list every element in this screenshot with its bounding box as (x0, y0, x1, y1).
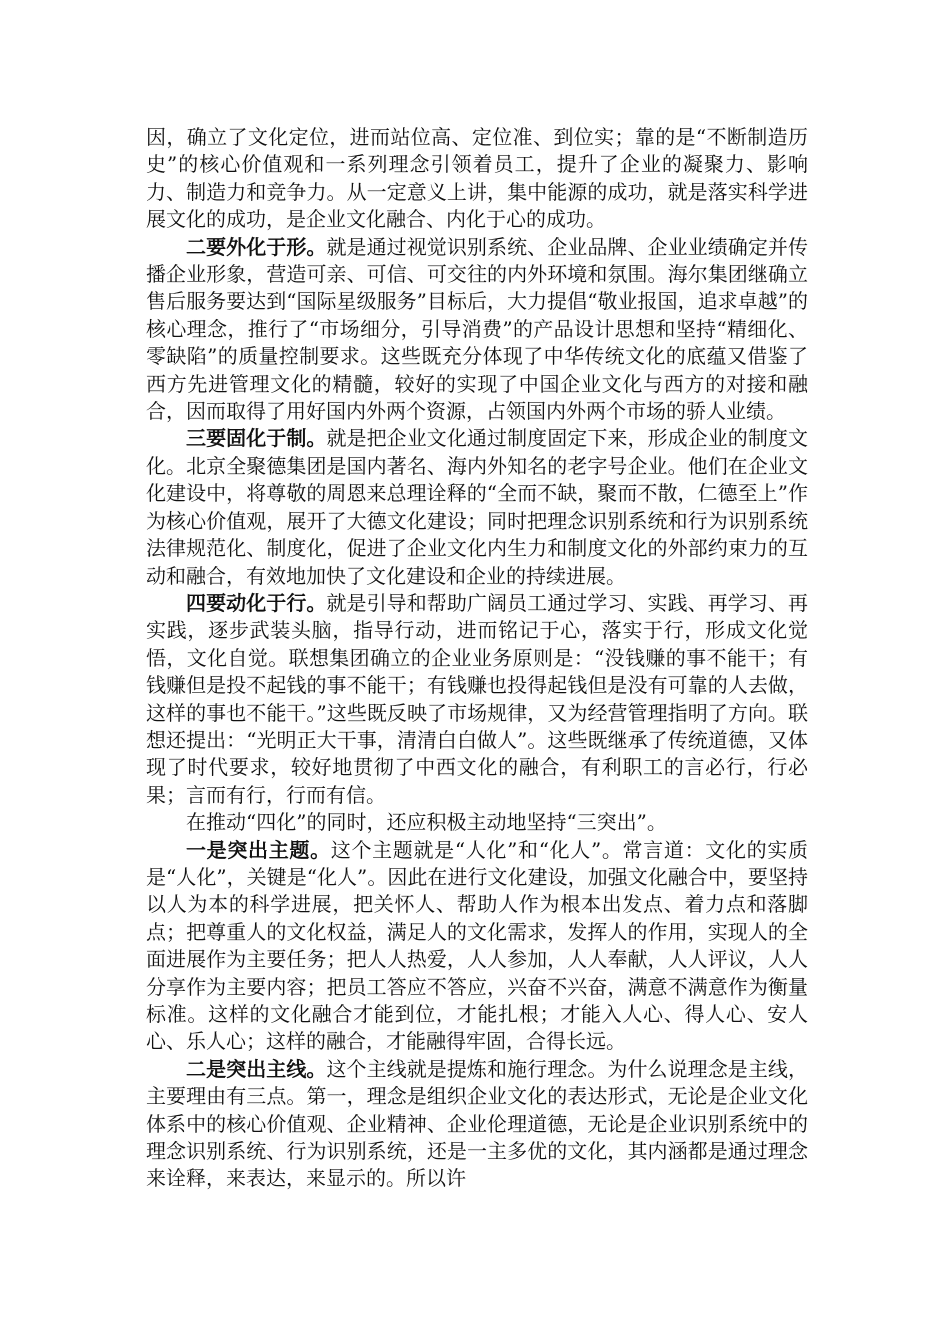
paragraph-theme (146, 837, 808, 1056)
paragraph-heading: 二是突出主线。 (186, 1056, 327, 1081)
paragraph-mainline (146, 1056, 808, 1193)
paragraph-transition (146, 809, 808, 836)
paragraph-text: 这个主题就是“人化”和“化人”。常言道：文化的实质是“人化”，关键是“化人”。因此在进行文化建设，加强文化融合中，要坚持以人为本的科学进展，把关怀人、帮助人作为根本出发点、着力点和落脚点；把尊重人的文化权益，满足人的文化需求，发挥人的作用，实现人的全面进展作为主要任务；把人人热爱，人人参加，人人奉献，人人评议，人人分享作为主要内容；把员工答应不答应，兴奋不兴奋，满意不满意作为衡量标准。这样的文化融合才能到位，才能扎根；才能入人心、得人心、安人心、乐人心；这样的融合，才能融得牢固，合得长远。 (146, 837, 808, 1054)
paragraph-text: 这个主线就是提炼和施行理念。为什么说理念是主线，主要理由有三点。第一，理念是组织企业文化的表达形式，无论是企业文化体系中的核心价值观、企业精神、企业伦理道德，无论是企业识别系统中的理念识别系统、行为识别系统，还是一主多优的文化，其内涵都是通过理念来诠释，来表达，来显示的。所以许 (146, 1056, 809, 1191)
paragraph-institution (146, 425, 808, 589)
paragraph-continued (146, 124, 808, 234)
paragraph-heading: 一是突出主题。 (186, 837, 331, 862)
paragraph-text: 就是引导和帮助广阔员工通过学习、实践、再学习、再实践，逐步武装头脑，指导行动，进而铭记于心，落实于行，形成文化觉悟，文化自觉。联想集团确立的企业业务原则是：“没钱赚的事不能干；有钱赚但是投不起钱的事不能干；有钱赚也投得起钱但是没有可靠的人去做，这样的事也不能干。”这些既反映了市场规律，又为经营管理指明了方向。联想还提出：“光明正大干事，清清白白做人”。这些既继承了传统道德，又体现了时代要求，较好地贯彻了中西文化的融合，有利职工的言必行，行必果；言而有行，行而有信。 (146, 590, 809, 807)
paragraph-heading: 四要动化于行。 (186, 590, 327, 615)
paragraph-text: 就是通过视觉识别系统、企业品牌、企业业绩确定并传播企业形象，营造可亲、可信、可交往的内外环境和氛围。海尔集团继确立售后服务要达到“国际星级服务”目标后，大力提倡“敬业报国，追求卓越”的核心理念，推行了“市场细分，引导消费”的产品设计思想和坚持“精细化、零缺陷”的质量控制要求。这些既充分体现了中华传统文化的底蕴又借鉴了西方先进管理文化的精髓，较好的实现了中国企业文化与西方的对接和融合，因而取得了用好国内外两个资源，占领国内外两个市场的骄人业绩。 (146, 234, 809, 424)
paragraph-external-form (146, 234, 808, 426)
paragraph-heading: 二要外化于形。 (186, 234, 327, 259)
document-page (146, 124, 808, 1193)
paragraph-text: 因，确立了文化定位，进而站位高、定位准、到位实；靠的是“不断制造历史”的核心价值观和一系列理念引领着员工，提升了企业的凝聚力、影响力、制造力和竞争力。从一定意义上讲，集中能源的成功，就是落实科学进展文化的成功，是企业文化融合、内化于心的成功。 (146, 125, 808, 232)
paragraph-text: 在推动“四化”的同时，还应积极主动地坚持“三突出”。 (186, 810, 667, 835)
paragraph-text: 就是把企业文化通过制度固定下来，形成企业的制度文化。北京全聚德集团是国内著名、海内外知名的老字号企业。他们在企业文化建设中，将尊敬的周恩来总理诠释的“全而不缺，聚而不散，仁德至上”作为核心价值观，展开了大德文化建设；同时把理念识别系统和行为识别系统法律规范化、制度化，促进了企业文化内生力和制度文化的外部约束力的互动和融合，有效地加快了文化建设和企业的持续进展。 (146, 426, 809, 588)
paragraph-action (146, 590, 808, 809)
paragraph-heading: 三要固化于制。 (186, 426, 327, 451)
